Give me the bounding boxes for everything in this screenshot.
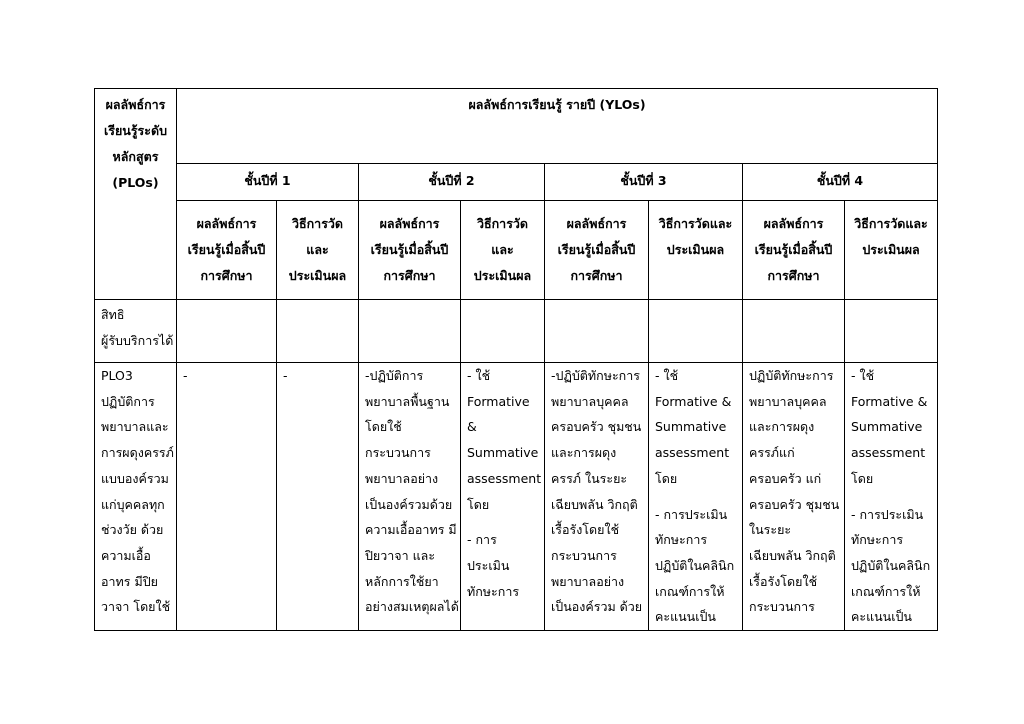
plo3-cell: PLO3 ปฏิบัติการ พยาบาลและ การผดุงครรภ์ แบบองค์รวม แก่บุคคลทุก ช่วงวัย ด้วย ความเอื้อ อาทร มีปิย วาจา โดยใช้	[95, 363, 177, 631]
y1-method-header: วิธีการวัด และ ประเมินผล	[277, 201, 359, 300]
y3-outcome-cell: -ปฏิบัติทักษะการ พยาบาลบุคคล ครอบครัว ชุมชน และการผดุง ครรภ์ ในระยะ เฉียบพลัน วิกฤติ เรื้อรังโดยใช้ กระบวนการ พยาบาลอย่าง เป็นองค์รวม ด้วย	[545, 363, 649, 631]
empty-cell	[359, 300, 461, 363]
y2-method-cell: - ใช้ Formative & Summative assessment โดย - การ ประเมิน ทักษะการ	[461, 363, 545, 631]
y1-method-cell: -	[277, 363, 359, 631]
empty-cell	[743, 300, 845, 363]
year-4-header: ชั้นปีที่ 4	[743, 164, 938, 201]
y2-method-header: วิธีการวัด และ ประเมินผล	[461, 201, 545, 300]
ylo-header-cell: ผลลัพธ์การเรียนรู้ รายปี (YLOs)	[177, 89, 938, 164]
y4-outcome-header: ผลลัพธ์การ เรียนรู้เมื่อสิ้นปี การศึกษา	[743, 201, 845, 300]
y4-method-cell: - ใช้ Formative & Summative assessment โดย - การประเมิน ทักษะการ ปฏิบัติในคลินิก เกณฑ์การให้ คะแนนเป็น	[845, 363, 938, 631]
empty-cell	[649, 300, 743, 363]
year-1-header: ชั้นปีที่ 1	[177, 164, 359, 201]
empty-cell	[277, 300, 359, 363]
year-2-header: ชั้นปีที่ 2	[359, 164, 545, 201]
row-s-plo-cell: สิทธิ ผู้รับบริการได้	[95, 300, 177, 363]
table-row	[95, 363, 938, 631]
empty-cell	[545, 300, 649, 363]
y3-method-header: วิธีการวัดและ ประเมินผล	[649, 201, 743, 300]
plo-header-cell: ผลลัพธ์การ เรียนรู้ระดับ หลักสูตร (PLOs)	[95, 89, 177, 300]
ylo-table	[94, 88, 938, 631]
y1-outcome-header: ผลลัพธ์การ เรียนรู้เมื่อสิ้นปี การศึกษา	[177, 201, 277, 300]
y2-outcome-cell: -ปฏิบัติการ พยาบาลพื้นฐาน โดยใช้ กระบวนการ พยาบาลอย่าง เป็นองค์รวมด้วย ความเอื้ออาทร มี ปิยวาจา และ หลักการใช้ยา อย่างสมเหตุผลได้	[359, 363, 461, 631]
y4-method-header: วิธีการวัดและ ประเมินผล	[845, 201, 938, 300]
table-row	[95, 300, 938, 363]
y2-outcome-header: ผลลัพธ์การ เรียนรู้เมื่อสิ้นปี การศึกษา	[359, 201, 461, 300]
empty-cell	[177, 300, 277, 363]
empty-cell	[461, 300, 545, 363]
y3-outcome-header: ผลลัพธ์การ เรียนรู้เมื่อสิ้นปี การศึกษา	[545, 201, 649, 300]
year-3-header: ชั้นปีที่ 3	[545, 164, 743, 201]
empty-cell	[845, 300, 938, 363]
y3-method-cell: - ใช้ Formative & Summative assessment โดย - การประเมิน ทักษะการ ปฏิบัติในคลินิก เกณฑ์การให้ คะแนนเป็น	[649, 363, 743, 631]
y4-outcome-cell: ปฏิบัติทักษะการ พยาบาลบุคคล และการผดุง ครรภ์แก่ ครอบครัว แก่ ครอบครัว ชุมชน ในระยะ เฉียบพลัน วิกฤติ เรื้อรังโดยใช้ กระบวนการ	[743, 363, 845, 631]
y1-outcome-cell: -	[177, 363, 277, 631]
